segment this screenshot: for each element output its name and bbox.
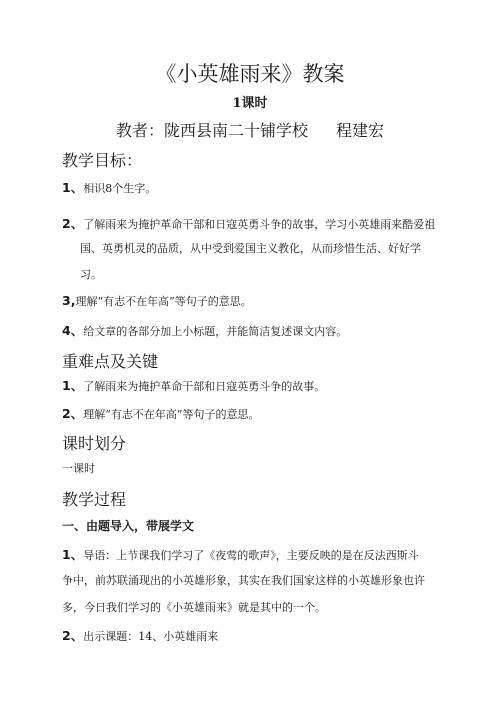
process-item-continuation: 争中，前苏联涌现出的小英雄形象，其实在我们国家这样的小英雄形象也许 xyxy=(62,574,425,587)
key-point-item: 1、了解雨来为掩护革命干部和日寇英勇斗争的故事。 xyxy=(62,378,326,393)
teacher-line xyxy=(0,118,500,141)
process-item: 1、导语：上节课我们学习了《夜莺的歌声》，主要反映的是在反法西斯斗 xyxy=(62,547,419,562)
goal-item: 2、了解雨来为掩护革命干部和日寇英勇斗争的故事，学习小英雄雨来酷爱祖 xyxy=(62,216,436,231)
section-heading-key-points: 重难点及关键 xyxy=(62,352,159,371)
goal-item: 1、相识8个生字。 xyxy=(62,180,157,195)
section-heading-process: 教学过程 xyxy=(62,490,127,509)
goal-item: 4、给文章的各部分加上小标题，并能简洁复述课文内容。 xyxy=(62,323,348,338)
process-item-continuation: 多，今日我们学习的《小英雄雨来》就是其中的一个。 xyxy=(62,601,326,614)
section-heading-goals: 教学目标： xyxy=(62,151,143,170)
key-point-item: 2、理解“有志不在年高”等句子的意思。 xyxy=(62,406,260,421)
teacher-school: 教者：陇西县南二十铺学校 xyxy=(115,121,308,140)
teacher-name: 程建宏 xyxy=(336,121,385,140)
lesson-count-text: 1课时 xyxy=(232,96,268,111)
goal-item: 3,理解“有志不在年高”等句子的意思。 xyxy=(62,293,252,308)
goal-item-continuation: 国、英勇机灵的品质，从中受到爱国主义教化，从而珍惜生活、好好学 xyxy=(80,242,421,255)
lesson-count xyxy=(0,92,500,111)
document-title: 《小英雄雨来》教案 xyxy=(155,62,345,86)
goal-item-continuation: 习。 xyxy=(80,268,102,281)
process-item: 2、出示课题：14、小英雄雨来 xyxy=(62,628,219,643)
schedule-text: 一课时 xyxy=(62,462,95,475)
process-subheading: 一、由题导入，带展学文 xyxy=(62,519,195,533)
section-heading-schedule: 课时划分 xyxy=(62,434,127,453)
